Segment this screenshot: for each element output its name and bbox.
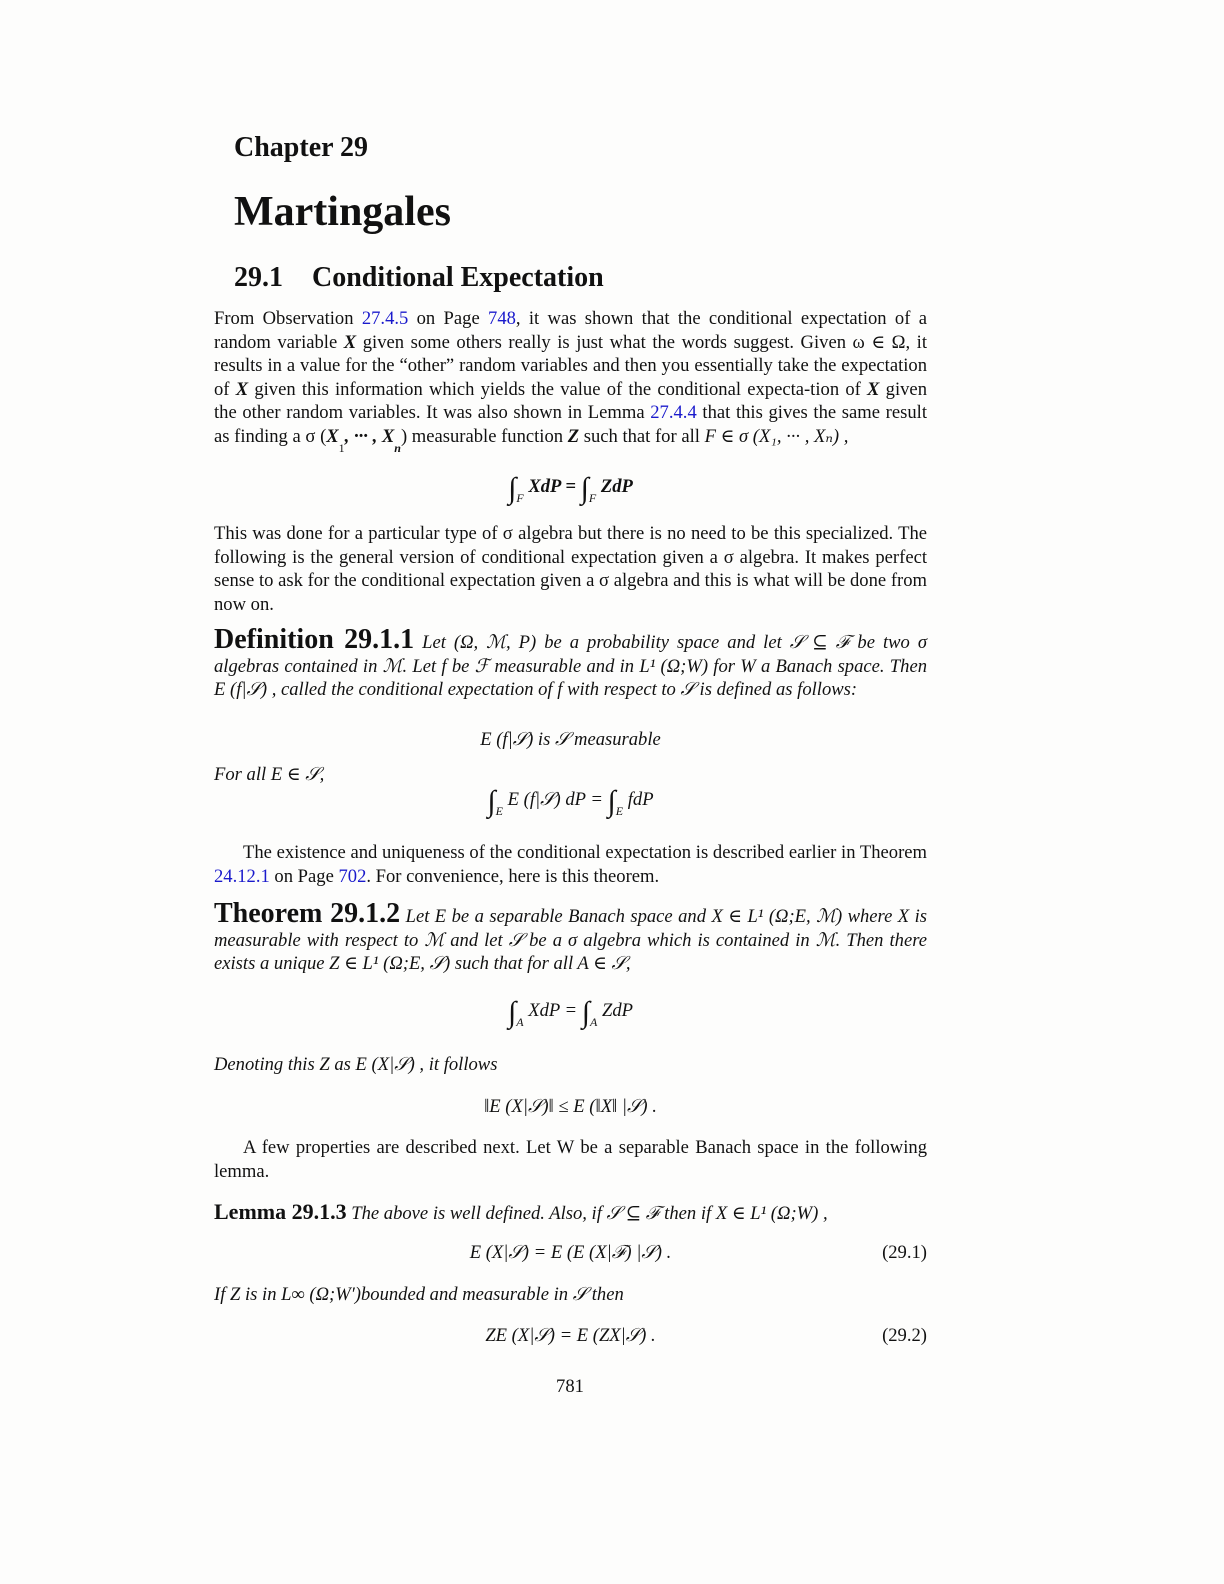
integral-domain: F	[588, 491, 597, 505]
section-number: 29.1	[234, 262, 283, 293]
equation-left: XdP =	[528, 1000, 578, 1021]
paragraph-intro	[214, 307, 927, 461]
ref-theorem[interactable]: 24.12.1	[214, 865, 270, 887]
section-title: Conditional Expectation	[312, 262, 604, 293]
var-x: X	[343, 331, 357, 353]
lemma-text: The above is well defined. Also, if 𝒮 ⊆ ℱ then if X ∈ L¹ (Ω;W) ,	[351, 1203, 828, 1224]
definition-text: Let (Ω, ℳ, P) be a probability space and let 𝒮 ⊆ ℱ be two σ algebras contained in ℳ. Let f be ℱ measurable and in L¹ (Ω;W) for W a Banach space. Then E (f|𝒮) , called the conditional expectation of f with respect to 𝒮 is defined as follows:	[214, 632, 927, 701]
text: such that for all	[579, 425, 705, 447]
equation-left: XdP =	[528, 476, 576, 497]
lemma-mid: If Z is in L∞ (Ω;W′)bounded and measurable in 𝒮 then	[214, 1284, 624, 1305]
lemma-heading: Lemma 29.1.3	[214, 1199, 347, 1224]
text: given this information which yields the value of the conditional expecta-tion of	[248, 378, 868, 400]
var-x1: $X_1$, ··· , $X_n$	[326, 425, 401, 455]
lemma-block	[214, 1200, 927, 1226]
sigma-condition: F ∈ σ (X₁, ··· , Xₙ) ,	[704, 425, 849, 447]
equation-number: (29.1)	[882, 1242, 927, 1263]
integral-domain: A	[589, 1015, 598, 1029]
integral-domain: A	[516, 1015, 524, 1029]
definition-line: E (f|𝒮) is 𝒮 measurable	[480, 729, 661, 750]
theorem-heading: Theorem 29.1.2	[214, 898, 401, 929]
chapter-title: Martingales	[234, 189, 451, 235]
equation-xz	[214, 472, 927, 506]
text: on Page	[408, 308, 489, 329]
theorem-block	[214, 898, 927, 976]
lemma-equation-1: E (X|𝒮) = E (E (X|ℱ) |𝒮) .	[469, 1242, 672, 1263]
equation-right: fdP	[627, 789, 654, 810]
ref-page[interactable]: 702	[338, 865, 367, 887]
ref-observation[interactable]: 27.4.5	[361, 308, 409, 329]
text: From Observation	[214, 308, 362, 329]
integral-domain: E	[615, 804, 624, 818]
page-number: 781	[556, 1376, 584, 1397]
integral-domain: F	[516, 491, 524, 505]
text: given some others really is just what the words suggest. Given ω ∈ Ω, it results in a value for the “other” random variables and then you essentially take the expectation of	[214, 331, 927, 400]
text: on Page	[269, 865, 339, 887]
definition-equation	[214, 785, 927, 819]
theorem-equation	[214, 996, 927, 1030]
ref-page[interactable]: 748	[488, 308, 516, 329]
integral-icon: ∫	[607, 785, 616, 818]
definition-forall: For all E ∈ 𝒮,	[214, 764, 325, 785]
equation-number: (29.2)	[882, 1325, 927, 1346]
text: given the other random variables. It was also shown in Lemma	[214, 378, 927, 424]
ref-lemma[interactable]: 27.4.4	[650, 402, 697, 424]
var-x: X	[235, 378, 249, 400]
section-heading	[234, 262, 604, 294]
var-x: X	[867, 378, 880, 400]
text: ) measurable function	[400, 425, 568, 447]
text: that this gives the same result as finding a σ (	[214, 402, 927, 447]
integral-domain: E	[495, 804, 503, 818]
equation-right: ZdP	[600, 476, 633, 497]
equation-left: E (f|𝒮) dP =	[507, 789, 603, 810]
integral-icon: ∫	[508, 996, 517, 1029]
text: The existence and uniqueness of the conditional expectation is described earlier in Theorem	[243, 842, 927, 863]
var-z: Z	[567, 425, 580, 447]
integral-icon: ∫	[508, 472, 517, 505]
lemma-equation-2: ZE (X|𝒮) = E (ZX|𝒮) .	[485, 1325, 656, 1346]
paragraph-existence	[214, 841, 927, 888]
theorem-denoting: Denoting this Z as E (X|𝒮) , it follows	[214, 1054, 498, 1075]
integral-icon: ∫	[580, 472, 589, 505]
text: , it was shown that the conditional expectation of a random variable	[214, 308, 927, 353]
definition-block	[214, 624, 927, 702]
integral-icon: ∫	[581, 996, 590, 1029]
equation-right: ZdP	[601, 1000, 633, 1021]
definition-heading: Definition 29.1.1	[214, 624, 415, 655]
theorem-inequality: ‖E (X|𝒮)‖ ≤ E (‖X‖ |𝒮) .	[484, 1096, 657, 1117]
text: . For convenience, here is this theorem.	[366, 865, 660, 887]
chapter-label: Chapter 29	[234, 132, 369, 163]
theorem-text: Let E be a separable Banach space and X ∈ L¹ (Ω;E, ℳ) where X is measurable with respect to ℳ and let 𝒮 be a σ algebra which is contained in ℳ. Then there exists a unique Z ∈ L¹ (Ω;E, 𝒮) such that for all A ∈ 𝒮,	[214, 906, 927, 975]
integral-icon: ∫	[487, 785, 496, 818]
paragraph-general: This was done for a particular type of σ algebra but there is no need to be this specialized. The following is the general version of conditional expectation given a σ algebra. It makes perfect sense to ask for the conditional expectation given a σ algebra and this is what will be done from now on.	[214, 523, 927, 615]
paragraph-properties: A few properties are described next. Let W be a separable Banach space in the following lemma.	[214, 1137, 927, 1182]
